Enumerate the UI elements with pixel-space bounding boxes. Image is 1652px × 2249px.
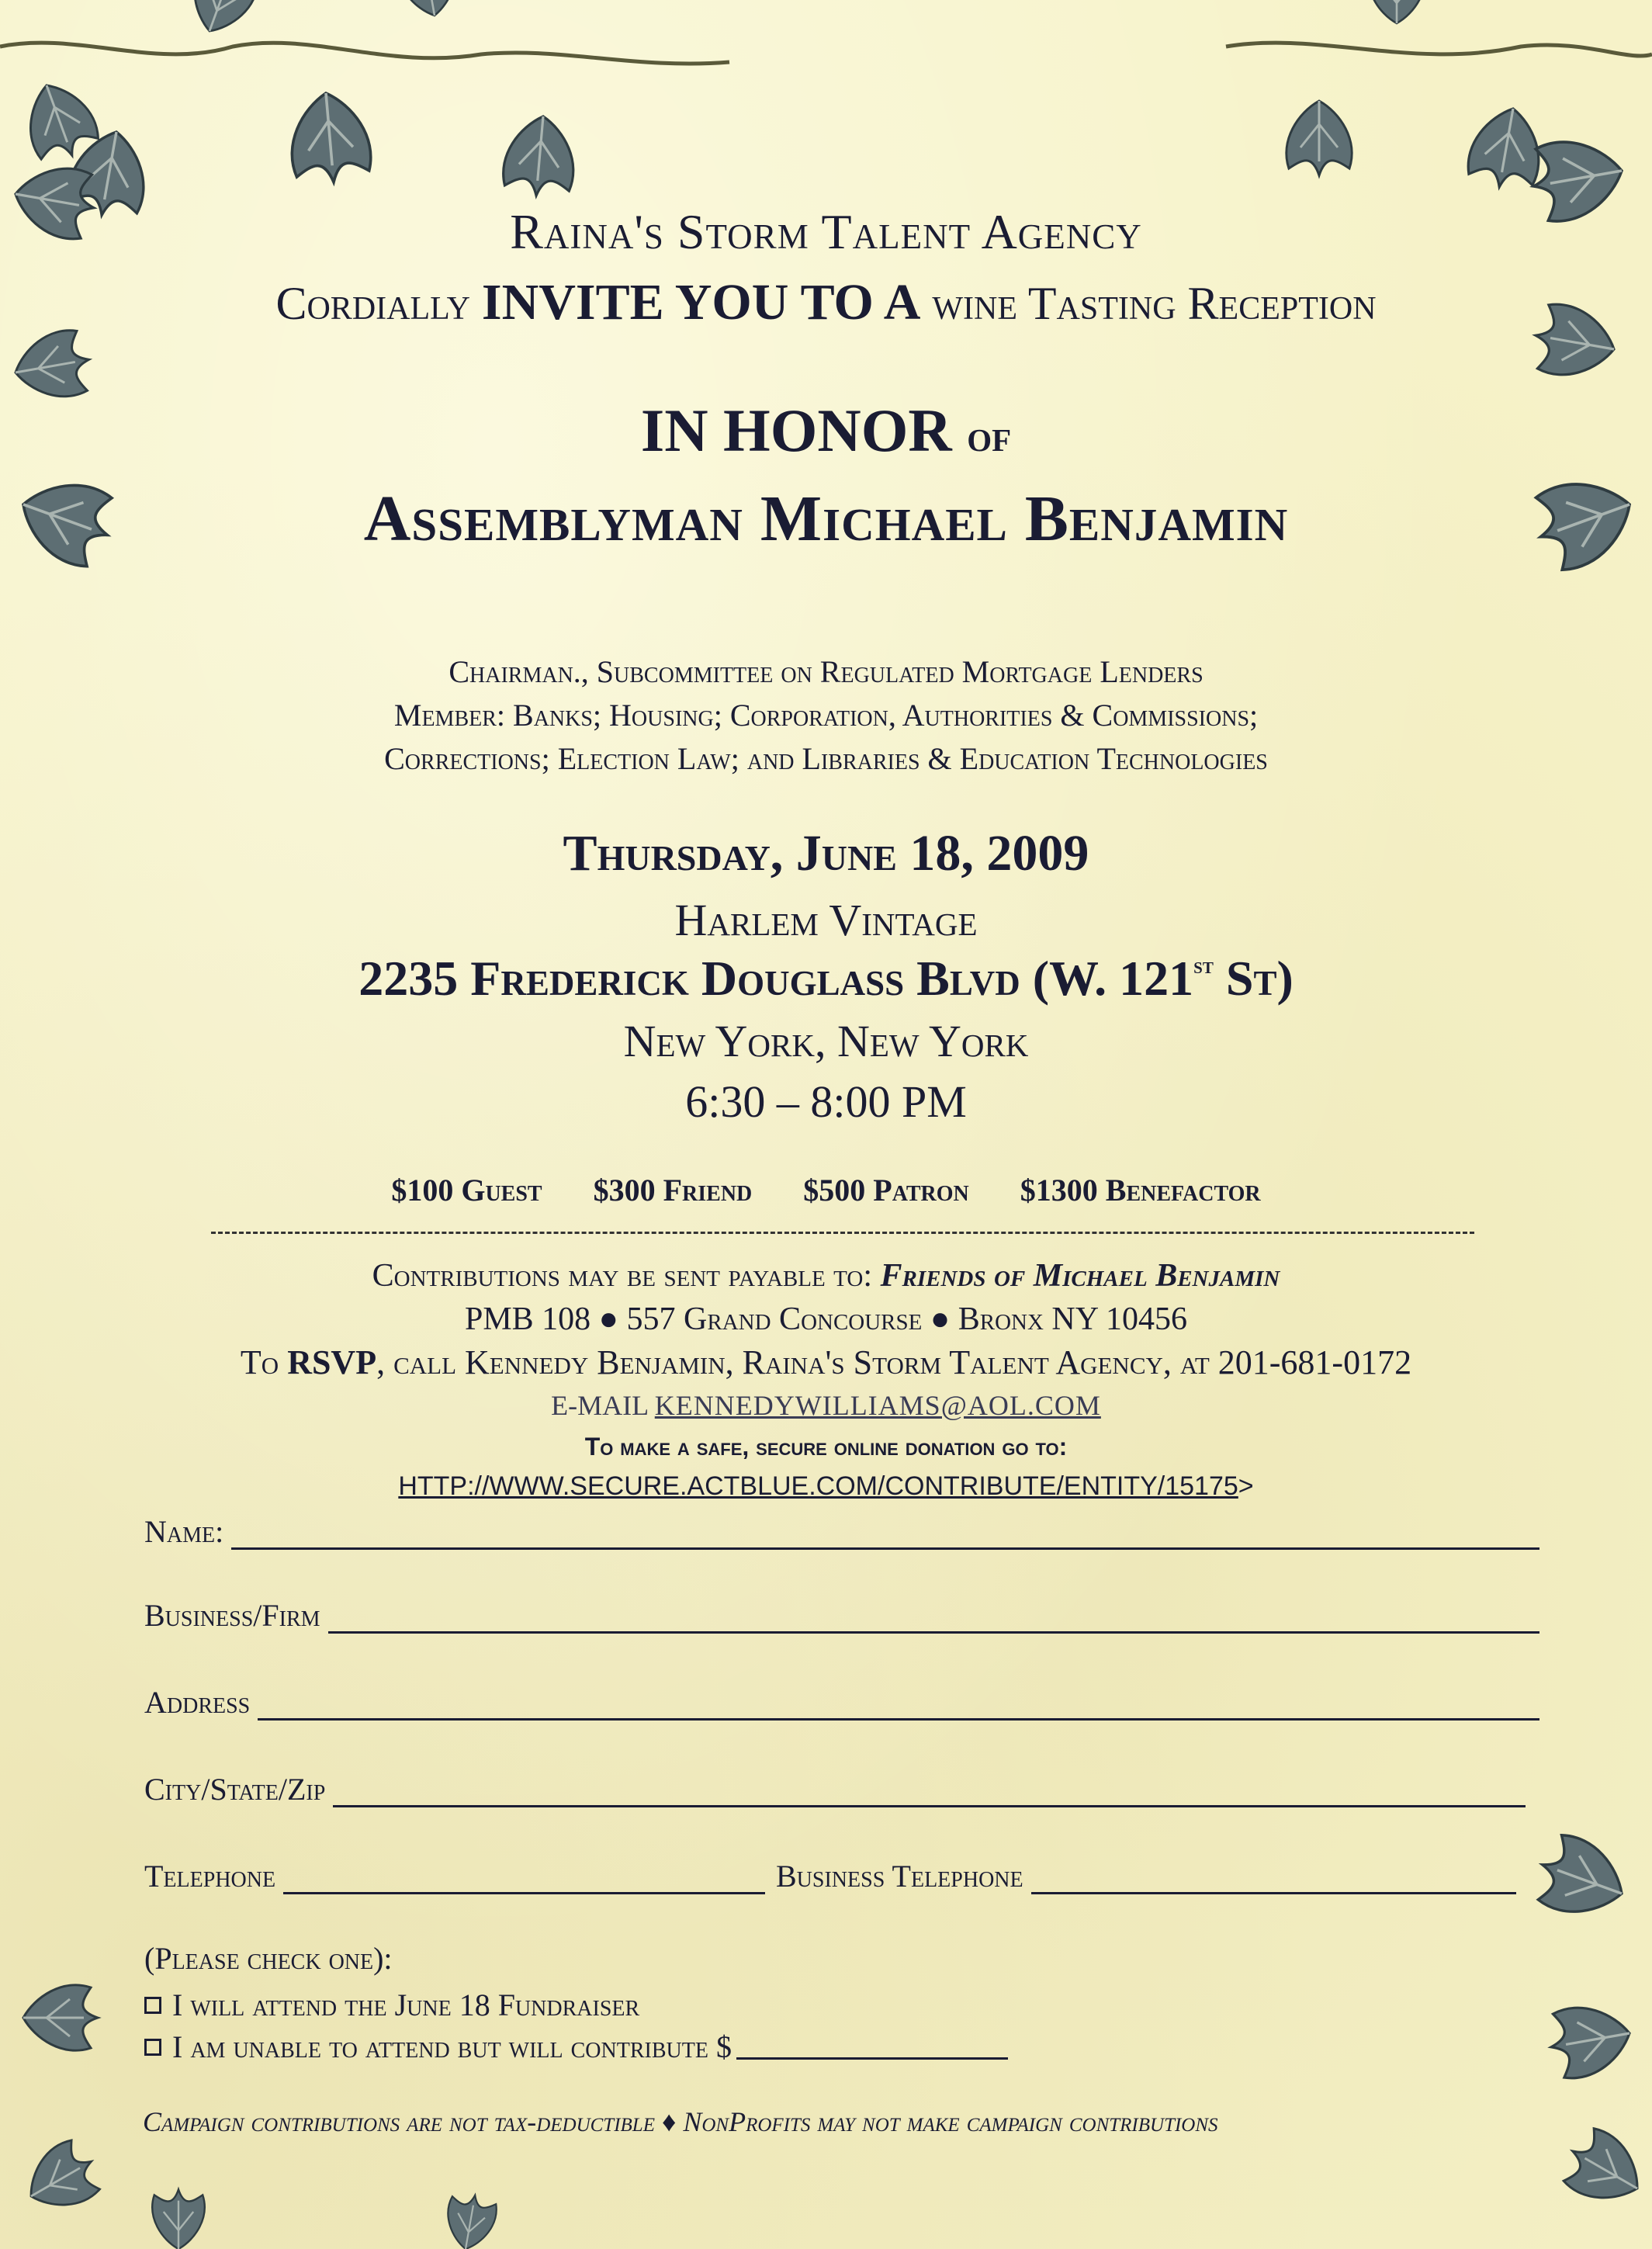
- address-label: Address: [144, 1685, 251, 1720]
- invite-emphasis: INVITE YOU TO A: [481, 274, 921, 331]
- name-field: [144, 1513, 1539, 1550]
- city-input[interactable]: [333, 1799, 1526, 1807]
- event-address: [0, 950, 1652, 1007]
- attend-option[interactable]: [144, 1987, 639, 2023]
- disclaimer-footnote: Campaign contributions are not tax-deductible ♦ NonProfits may not make campaign contributions: [143, 2106, 1218, 2137]
- address-main: 2235 Frederick Douglass Blvd (W. 121: [358, 951, 1194, 1006]
- honor-line: [0, 396, 1652, 466]
- level-friend: $300 Friend: [593, 1173, 753, 1208]
- donation-url-link[interactable]: HTTP://WWW.SECURE.ACTBLUE.COM/CONTRIBUTE/ENTITY/15175: [398, 1471, 1238, 1501]
- attend-label: I will attend the June 18 Fundraiser: [172, 1987, 640, 2022]
- honor-of: of: [967, 411, 1012, 461]
- contribute-option[interactable]: [144, 2029, 1008, 2065]
- event-venue: Harlem Vintage: [674, 895, 978, 945]
- roles-block: [0, 650, 1652, 781]
- business-telephone-label: Business Telephone: [776, 1859, 1023, 1894]
- attend-checkbox[interactable]: [144, 1997, 161, 2014]
- email-link[interactable]: KENNEDYWILLIAMS@AOL.COM: [654, 1390, 1101, 1421]
- address-end: St): [1213, 951, 1294, 1006]
- honor-text: IN HONOR: [640, 397, 952, 464]
- telephone-label: Telephone: [144, 1859, 276, 1894]
- name-input[interactable]: [231, 1541, 1539, 1550]
- level-guest: $100 Guest: [391, 1173, 542, 1208]
- contribute-checkbox[interactable]: [144, 2039, 161, 2056]
- business-field: [144, 1597, 1539, 1634]
- payee-name: Friends of Michael Benjamin: [880, 1258, 1280, 1294]
- contribution-amount-field[interactable]: [736, 2034, 1008, 2060]
- level-benefactor: $1300 Benefactor: [1020, 1173, 1261, 1208]
- telephone-input[interactable]: [283, 1886, 765, 1894]
- please-check-one: (Please check one):: [144, 1941, 393, 1976]
- city-label: City/State/Zip: [144, 1772, 326, 1807]
- contribution-payable: [0, 1257, 1652, 1294]
- business-telephone-input[interactable]: [1031, 1886, 1516, 1894]
- contribute-label: I am unable to attend but will contribute $: [172, 2029, 732, 2064]
- rsvp-line: [0, 1343, 1652, 1382]
- event-time: 6:30 – 8:00 PM: [685, 1076, 967, 1127]
- telephone-field: [144, 1858, 765, 1894]
- rsvp-pre: To: [240, 1343, 288, 1381]
- role-line: Corrections; Election Law; and Libraries & Education Technologies: [384, 741, 1268, 776]
- mailing-address: PMB 108 ● 557 Grand Concourse ● Bronx NY 10456: [464, 1301, 1188, 1337]
- honoree-name: Assemblyman Michael Benjamin: [363, 483, 1289, 555]
- role-line: Chairman., Subcommittee on Regulated Mortgage Lenders: [448, 654, 1204, 689]
- payable-text: Contributions may be sent payable to:: [372, 1258, 872, 1294]
- email-line: [0, 1389, 1652, 1422]
- contribution-levels: [0, 1172, 1652, 1208]
- dashed-divider: [211, 1232, 1474, 1234]
- invite-pre: Cordially: [275, 278, 470, 329]
- rsvp-bold: RSVP: [287, 1343, 377, 1381]
- rsvp-details: , call Kennedy Benjamin, Raina's Storm Talent Agency, at 201-681-0172: [376, 1343, 1412, 1381]
- address-field: [144, 1684, 1539, 1721]
- name-label: Name:: [144, 1514, 224, 1549]
- address-superscript: st: [1193, 953, 1214, 979]
- address-input[interactable]: [258, 1712, 1539, 1721]
- business-telephone-field: [776, 1858, 1516, 1894]
- event-date: Thursday, June 18, 2009: [563, 825, 1089, 882]
- email-label: E-MAIL: [551, 1390, 648, 1421]
- online-donation-text: To make a safe, secure online donation go to:: [584, 1433, 1068, 1461]
- business-label: Business/Firm: [144, 1598, 320, 1633]
- event-city: New York, New York: [623, 1016, 1029, 1066]
- city-field: [144, 1771, 1526, 1807]
- donation-url-line: [0, 1471, 1652, 1502]
- level-patron: $500 Patron: [803, 1173, 969, 1208]
- url-suffix: >: [1238, 1471, 1254, 1501]
- invite-post: wine Tasting Reception: [932, 278, 1377, 329]
- agency-heading: Raina's Storm Talent Agency: [510, 204, 1142, 259]
- invite-line: [0, 273, 1652, 332]
- role-line: Member: Banks; Housing; Corporation, Authorities & Commissions;: [393, 698, 1259, 733]
- business-input[interactable]: [328, 1625, 1539, 1634]
